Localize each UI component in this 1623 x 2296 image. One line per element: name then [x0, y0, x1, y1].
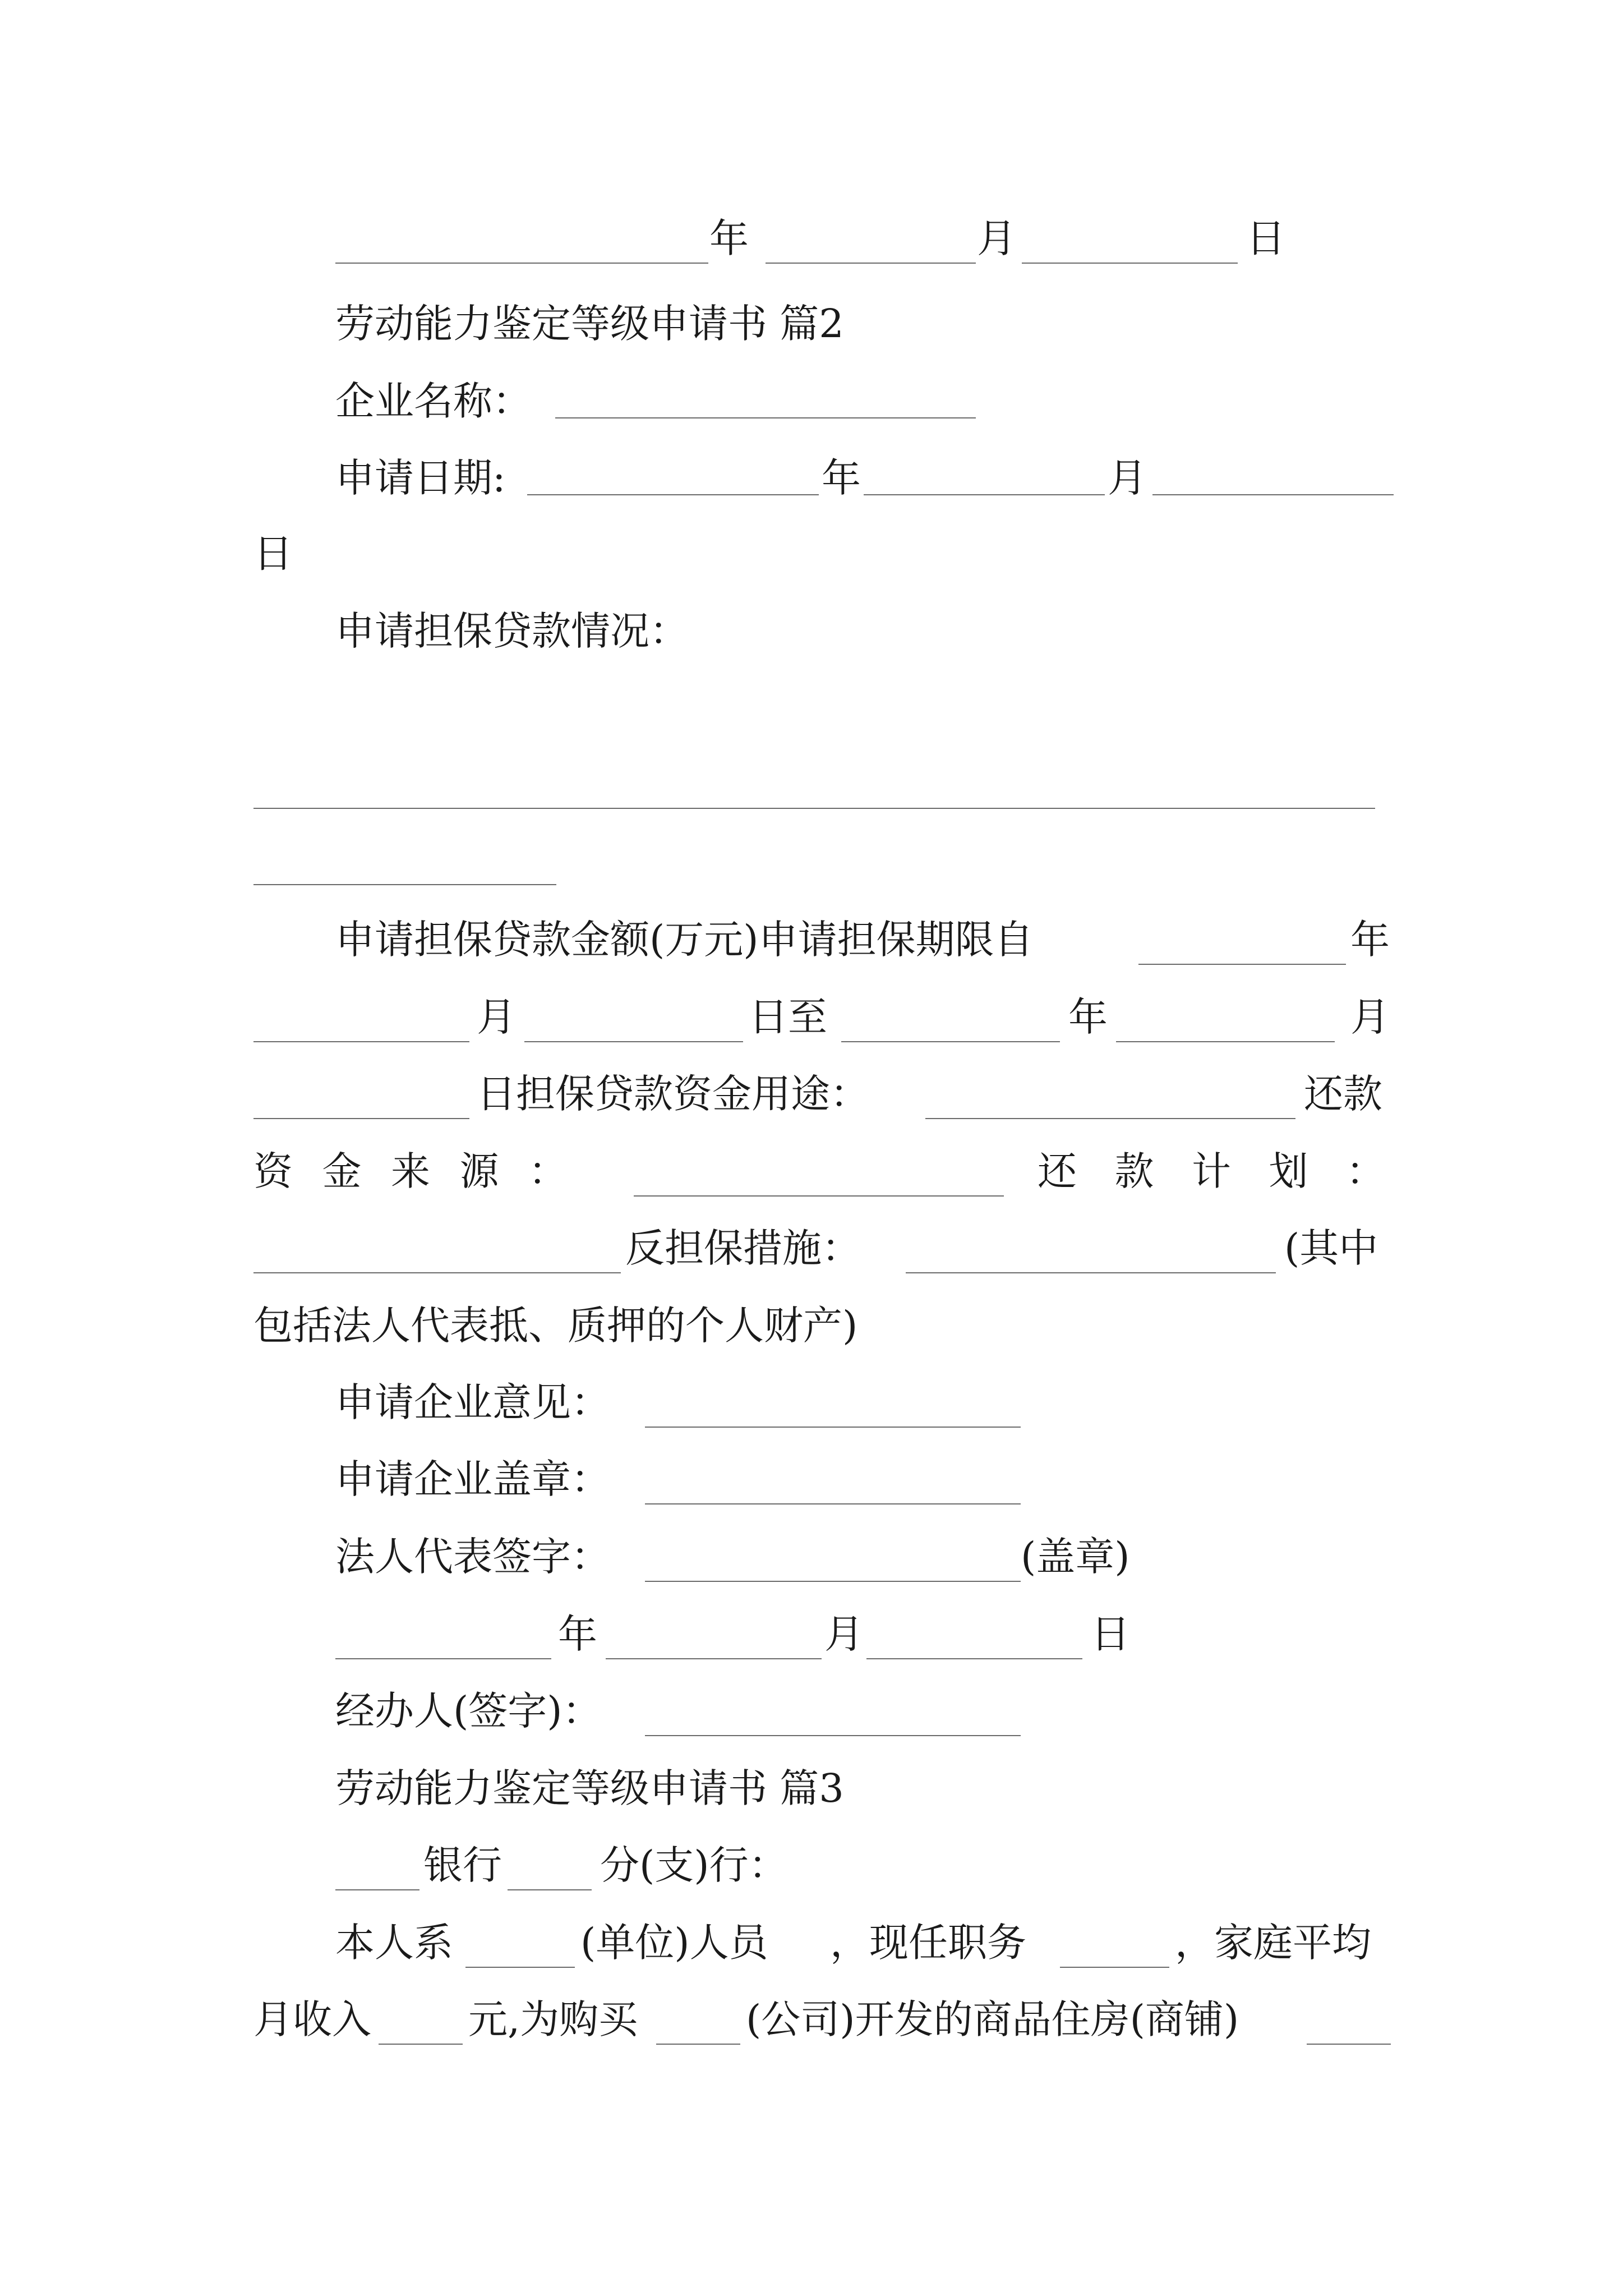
- blank-underline: [335, 263, 708, 264]
- handler-label: 经办人(签字)：: [335, 1688, 602, 1734]
- blank-underline: [766, 263, 976, 264]
- day-label: 日: [253, 531, 293, 577]
- counter-guarantee-field: [906, 1272, 1276, 1273]
- company-field: [656, 2044, 740, 2045]
- company-dev-label: (公司)开发的商品住房(商铺): [746, 1996, 1239, 2042]
- year-label: 年: [1350, 917, 1390, 963]
- family-avg-label: ，家庭平均: [1175, 1920, 1371, 1966]
- company-name-field: [555, 417, 976, 418]
- loan-situation-field: [253, 808, 1375, 809]
- apply-date-label: 申请日期:: [335, 455, 506, 501]
- bank-label: 银行: [423, 1842, 502, 1888]
- loan-situation-field-continued: [253, 884, 556, 885]
- source-char: 资: [253, 1148, 293, 1194]
- plan-label: [1038, 1140, 1385, 1202]
- blank-underline: [335, 1658, 551, 1659]
- purpose-label: 日担保贷款资金用途：: [477, 1071, 869, 1117]
- year-label: 年: [1068, 994, 1108, 1040]
- loan-situation-label: 申请担保贷款情况：: [335, 608, 689, 654]
- unit-person-label: (单位)人员: [580, 1920, 768, 1966]
- blank-underline: [524, 1041, 743, 1042]
- legal-sign-field: [645, 1581, 1021, 1582]
- blank-underline: [1022, 263, 1238, 264]
- day-label: 日: [1091, 1611, 1130, 1657]
- blank-underline: [1152, 494, 1394, 495]
- title3-text: 劳动能力鉴定等级申请书 篇3: [335, 1765, 844, 1811]
- blank-underline: [1116, 1041, 1335, 1042]
- source-field: [634, 1195, 1004, 1197]
- plan-char: 计: [1192, 1148, 1231, 1194]
- blank-underline: [1138, 964, 1346, 965]
- handler-field: [645, 1735, 1021, 1736]
- month-label: 月: [977, 215, 1016, 261]
- bank-field: [335, 1889, 419, 1890]
- blank-underline: [527, 494, 819, 495]
- branch-field: [508, 1889, 592, 1890]
- blank-underline: [253, 1041, 469, 1042]
- blank-underline: [864, 494, 1105, 495]
- day-label: 日: [1246, 215, 1285, 261]
- including-label: (其中: [1284, 1225, 1378, 1271]
- plan-field: [253, 1272, 621, 1273]
- plan-char: 款: [1114, 1148, 1154, 1194]
- opinion-label: 申请企业意见：: [335, 1379, 610, 1425]
- year-label: 年: [822, 455, 861, 501]
- source-char: 金: [322, 1148, 362, 1194]
- source-char: 源: [459, 1148, 499, 1194]
- unit-field: [465, 1967, 575, 1968]
- purpose-field: [925, 1118, 1295, 1119]
- month-label: 月: [1350, 994, 1390, 1040]
- personal-property-text: 包括法人代表抵、质押的个人财产): [253, 1303, 858, 1349]
- current-job-label: ，现任职务: [830, 1920, 1026, 1966]
- source-label: [253, 1140, 568, 1202]
- company-name-label: 企业名称：: [335, 378, 532, 424]
- seal-label: 申请企业盖章：: [335, 1456, 610, 1502]
- job-field: [1060, 1967, 1169, 1968]
- blank-underline: [841, 1041, 1060, 1042]
- branch-label: 分(支)行：: [600, 1842, 788, 1888]
- blank-underline: [866, 1658, 1082, 1659]
- yuan-buy-label: 元,为购买: [468, 1996, 638, 2042]
- income-field: [379, 2044, 463, 2045]
- repay-label: 还款: [1304, 1071, 1382, 1117]
- seal-field: [645, 1503, 1021, 1504]
- blank-underline: [253, 1118, 469, 1119]
- month-label: 月: [824, 1611, 864, 1657]
- plan-char: 划: [1269, 1148, 1308, 1194]
- month-label: 月: [477, 994, 516, 1040]
- monthly-income-label: 月收入: [253, 1996, 371, 2042]
- year-label: 年: [558, 1611, 597, 1657]
- plan-char: 还: [1038, 1148, 1077, 1194]
- month-label: 月: [1108, 455, 1147, 501]
- opinion-field: [645, 1427, 1021, 1428]
- plan-char: ：: [1346, 1148, 1385, 1194]
- seal-paren: (盖章): [1021, 1534, 1130, 1580]
- blank-underline: [606, 1658, 822, 1659]
- legal-sign-label: 法人代表签字：: [335, 1534, 610, 1580]
- property-field: [1307, 2044, 1391, 2045]
- counter-guarantee-label: 反担保措施：: [625, 1225, 861, 1271]
- day-to-label: 日至: [749, 994, 827, 1040]
- source-char: 来: [391, 1148, 430, 1194]
- year-label: 年: [709, 215, 749, 261]
- i-am-label: 本人系: [335, 1920, 453, 1966]
- title2-text: 劳动能力鉴定等级申请书 篇2: [335, 301, 844, 347]
- source-char: ：: [528, 1148, 568, 1194]
- amount-text: 申请担保贷款金额(万元)申请担保期限自: [335, 917, 1034, 963]
